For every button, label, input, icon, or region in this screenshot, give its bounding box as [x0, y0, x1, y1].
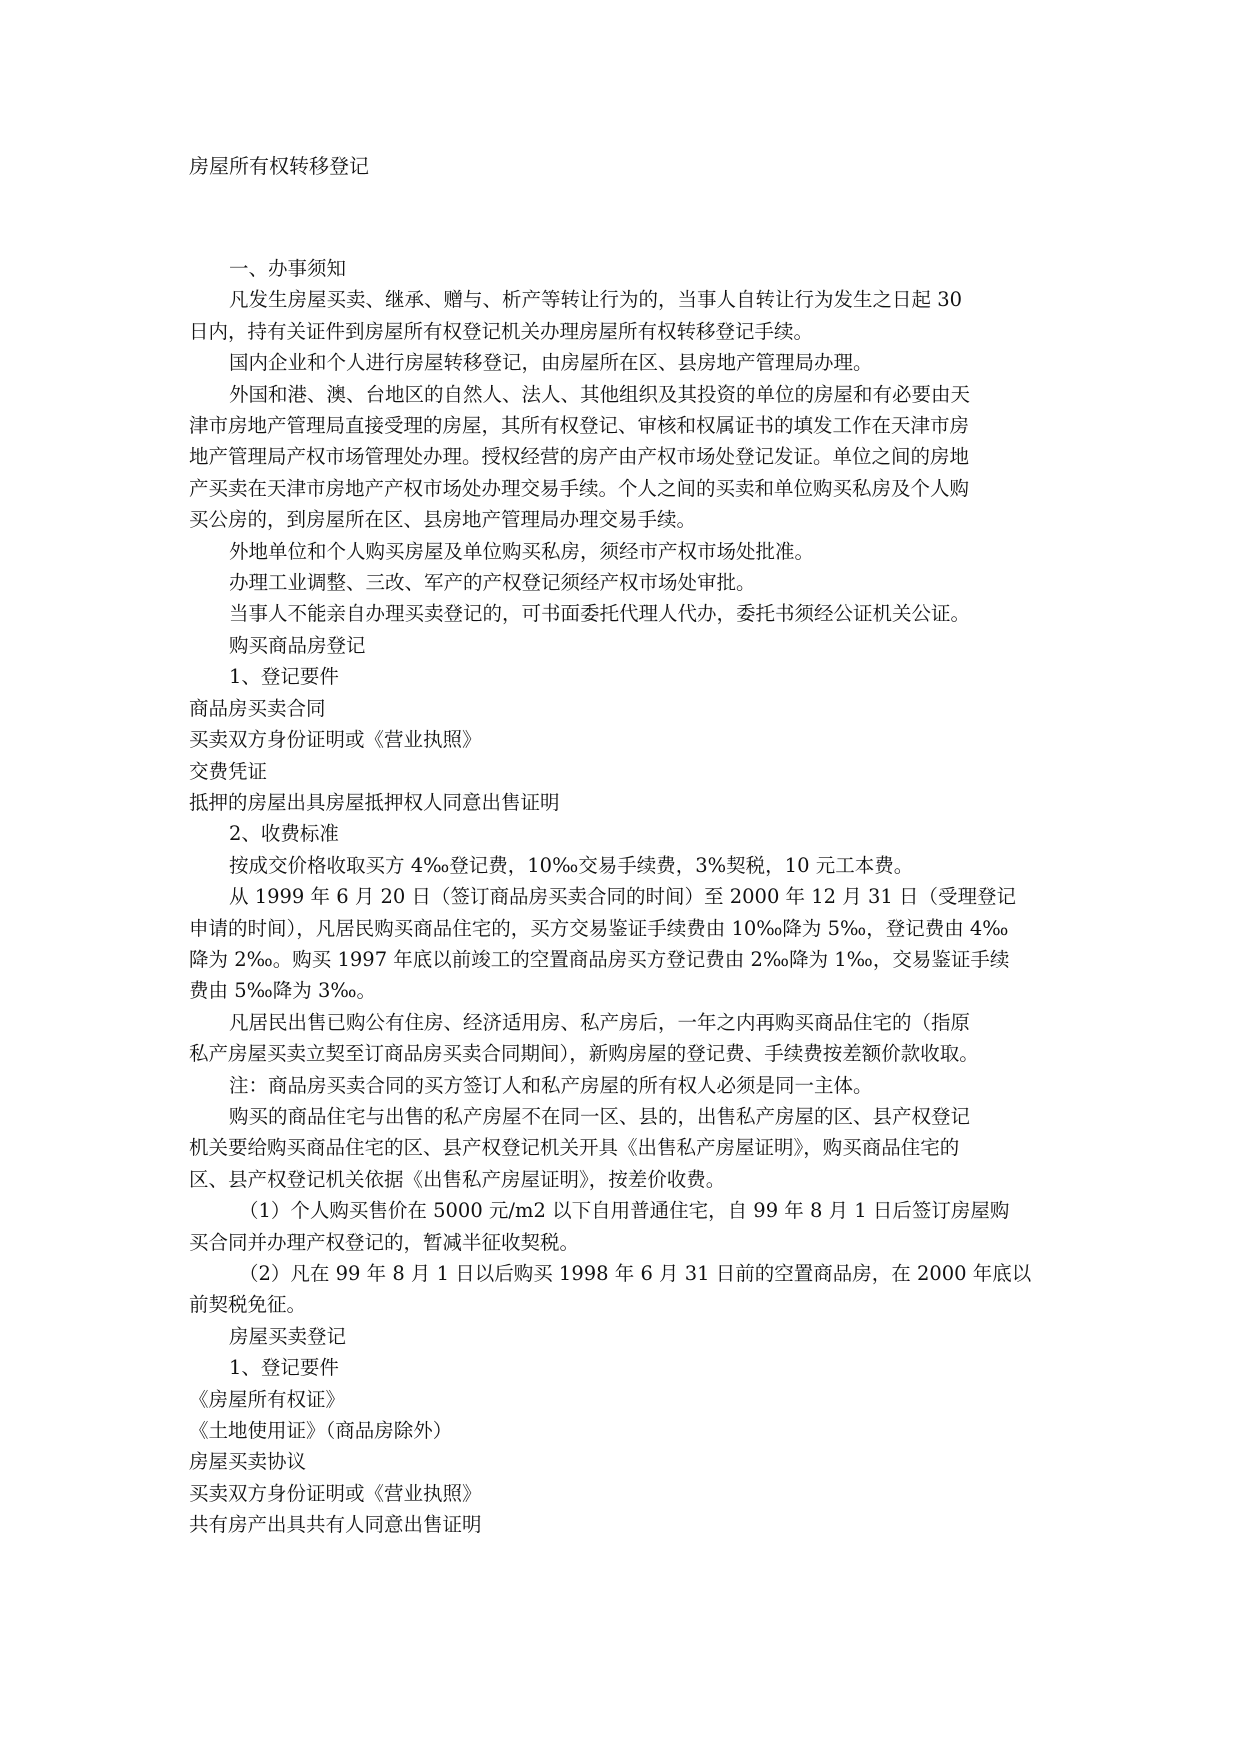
text-line: 购买商品房登记: [229, 633, 366, 657]
text-line: 买卖双方身份证明或《营业执照》: [189, 1481, 482, 1505]
text-line: 降为 2‰。购买 1997 年底以前竣工的空置商品房买方登记费由 2‰降为 1‰，交易鉴证手续: [189, 947, 1010, 971]
text-line: 当事人不能亲自办理买卖登记的，可书面委托代理人代办，委托书须经公证机关公证。: [229, 602, 971, 626]
text-line: 津市房地产管理局直接受理的房屋，其所有权登记、审核和权属证书的填发工作在天津市房: [189, 414, 970, 438]
text-line: 房屋买卖登记: [229, 1324, 347, 1348]
text-line: （2）凡在 99 年 8 月 1 日以后购买 1998 年 6 月 31 日前的空置商品房，在 2000 年底以: [239, 1262, 1032, 1285]
text-line: 机关要给购买商品住宅的区、县产权登记机关开具《出售私产房屋证明》，购买商品住宅的: [189, 1136, 960, 1160]
text-line: 凡发生房屋买卖、继承、赠与、析产等转让行为的，当事人自转让行为发生之日起 30: [229, 288, 963, 312]
text-line: 1、登记要件: [229, 665, 339, 689]
text-line: 外国和港、澳、台地区的自然人、法人、其他组织及其投资的单位的房屋和有必要由天: [229, 382, 971, 406]
text-line: 费由 5‰降为 3‰。: [189, 979, 377, 1003]
text-line: 买公房的，到房屋所在区、县房地产管理局办理交易手续。: [189, 508, 697, 532]
document-body: [189, 253, 1051, 1541]
text-line: 抵押的房屋出具房屋抵押权人同意出售证明: [189, 790, 560, 814]
text-line: 《房屋所有权证》: [189, 1387, 346, 1411]
text-line: 从 1999 年 6 月 20 日（签订商品房买卖合同的时间）至 2000 年 12 月 31 日（受理登记: [229, 885, 1016, 909]
text-line: 1、登记要件: [229, 1356, 339, 1380]
document-title: 房屋所有权转移登记: [189, 154, 369, 178]
text-line: 国内企业和个人进行房屋转移登记，由房屋所在区、县房地产管理局办理。: [229, 351, 873, 375]
text-line: 申请的时间），凡居民购买商品住宅的，买方交易鉴证手续费由 10‰降为 5‰，登记费由 4‰: [189, 916, 1009, 940]
text-line: 产买卖在天津市房地产产权市场处办理交易手续。个人之间的买卖和单位购买私房及个人购: [189, 476, 970, 500]
text-line: 2、收费标准: [229, 822, 339, 846]
text-line: 房屋买卖协议: [189, 1450, 307, 1474]
text-line: 买卖双方身份证明或《营业执照》: [189, 728, 482, 752]
text-line: 日内，持有关证件到房屋所有权登记机关办理房屋所有权转移登记手续。: [189, 319, 814, 343]
text-line: 凡居民出售已购公有住房、经济适用房、私产房后，一年之内再购买商品住宅的（指原: [229, 1010, 971, 1034]
text-line: 前契税免征。: [189, 1293, 307, 1317]
text-line: 一、办事须知: [229, 257, 347, 280]
text-line: 商品房买卖合同: [189, 696, 326, 720]
text-line: 地产管理局产权市场管理处办理。授权经营的房产由产权市场处登记发证。单位之间的房地: [189, 445, 970, 469]
text-line: 注：商品房买卖合同的买方签订人和私产房屋的所有权人必须是同一主体。: [229, 1073, 873, 1097]
text-line: （1）个人购买售价在 5000 元/m2 以下自用普通住宅，自 99 年 8 月 1 日后签订房屋购: [239, 1199, 1010, 1223]
text-line: 交费凭证: [189, 759, 268, 783]
text-line: 买合同并办理产权登记的，暂减半征收契税。: [189, 1230, 580, 1254]
text-line: 区、县产权登记机关依据《出售私产房屋证明》，按差价收费。: [189, 1167, 726, 1191]
text-line: 私产房屋买卖立契至订商品房买卖合同期间），新购房屋的登记费、手续费按差额价款收取。: [189, 1042, 979, 1066]
text-line: 《土地使用证》（商品房除外）: [189, 1419, 453, 1443]
text-line: 购买的商品住宅与出售的私产房屋不在同一区、县的，出售私产房屋的区、县产权登记: [229, 1104, 971, 1128]
text-line: 按成交价格收取买方 4‰登记费，10‰交易手续费，3%契税，10 元工本费。: [229, 853, 914, 877]
text-line: 办理工业调整、三改、军产的产权登记须经产权市场处审批。: [229, 571, 756, 595]
text-line: 外地单位和个人购买房屋及单位购买私房，须经市产权市场处批准。: [229, 539, 815, 563]
text-line: 共有房产出具共有人同意出售证明: [189, 1513, 482, 1537]
